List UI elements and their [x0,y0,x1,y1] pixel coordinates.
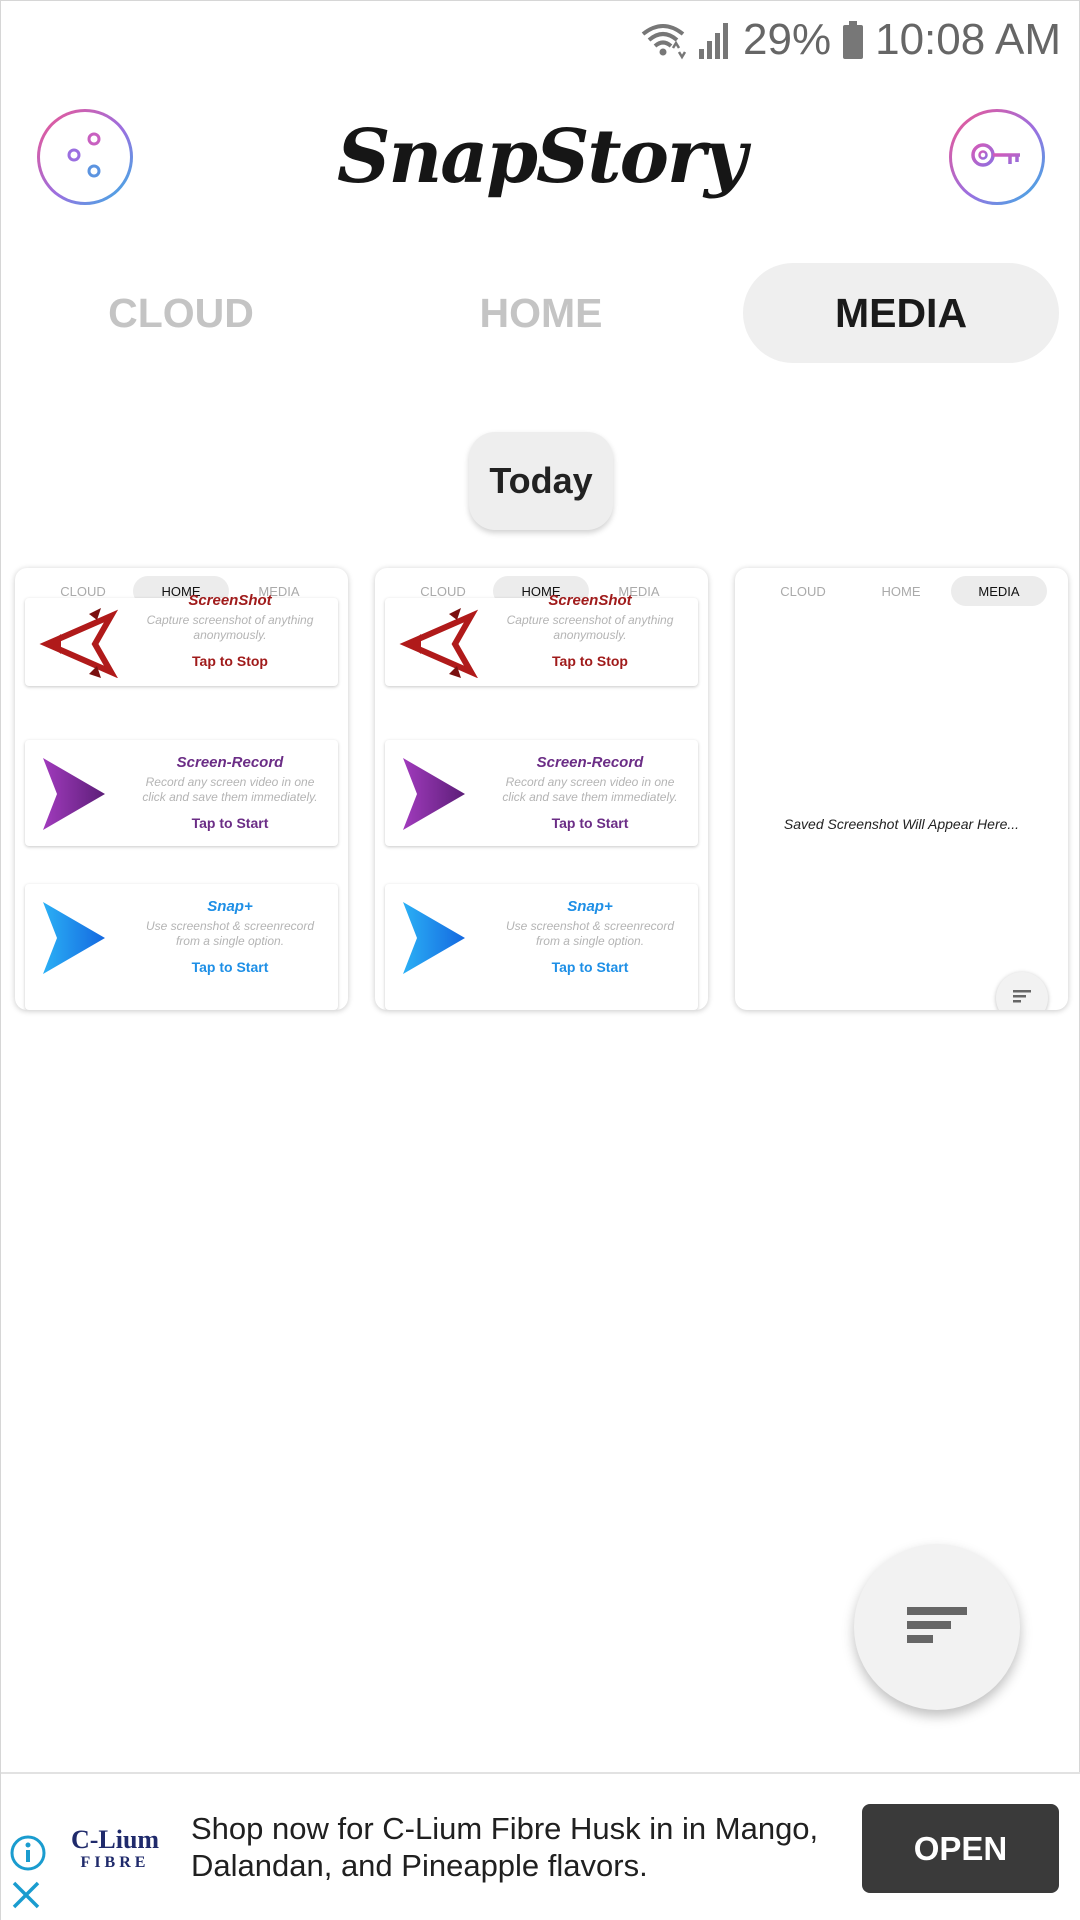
card-action: Tap to Start [551,815,629,831]
thumbnail-tab-cloud: CLOUD [60,583,106,599]
screenshot-card [25,592,338,686]
thumbnail-tab-media: MEDIA [258,583,300,599]
snap-plus-card [25,884,338,1010]
ad-text: Shop now for C-Lium Fibre Husk in in Mango, Dalandan, and Pineapple flavors. [191,1811,819,1883]
card-title: ScreenShot [548,592,632,609]
tab-cloud[interactable]: CLOUD [108,289,254,336]
screen-record-card [385,740,698,846]
card-action: Tap to Stop [552,653,628,669]
screenshot-card [385,592,698,686]
thumbnail-tab-home: HOME [493,576,589,606]
sort-fab-button[interactable] [854,1544,1020,1710]
snap-plus-card [385,884,698,1010]
play-arrow-icon [399,756,469,837]
sort-icon [905,1603,969,1652]
thumbnail-tabs [735,576,1068,606]
thumbnail-tab-cloud: CLOUD [780,583,826,599]
key-icon [970,137,1024,178]
card-description: Record any screen video in one click and save them immediately. [502,775,678,804]
card-description: Use screenshot & screenrecord from a single option. [145,919,315,948]
card-action: Tap to Start [191,815,269,831]
thumbnail-tab-cloud: CLOUD [420,583,466,599]
play-arrow-icon [399,900,469,981]
ad-banner[interactable] [1,1772,1080,1920]
signal-icon [697,21,733,59]
card-description: Use screenshot & screenrecord from a single option. [505,919,675,948]
card-title: Snap+ [207,898,253,915]
mini-sort-button [996,972,1048,1010]
screenshot-thumbnail[interactable] [15,568,348,1010]
close-icon[interactable] [11,1880,41,1915]
card-description: Record any screen video in one click and save them immediately. [142,775,318,804]
thumbnail-tab-media: MEDIA [618,583,660,599]
card-title: Screen-Record [176,754,284,771]
tab-media[interactable]: MEDIA [743,263,1059,363]
screen-record-card [25,740,338,846]
key-button[interactable] [949,109,1045,205]
play-arrow-icon [39,756,109,837]
thumbnail-tab-home: HOME [133,576,229,606]
wifi-icon [639,20,687,60]
ad-brand-sub: FIBRE [80,1854,150,1871]
star-icon [39,604,119,683]
star-icon [399,604,479,683]
clock: 10:08 AM [875,15,1061,64]
screenshot-thumbnail[interactable] [735,568,1068,1010]
settings-button[interactable] [37,109,133,205]
card-title: ScreenShot [188,592,272,609]
battery-icon [841,20,865,60]
ad-brand-name: C-Lium [70,1825,160,1854]
card-description: Capture screenshot of anything anonymously. [146,613,314,642]
card-action: Tap to Start [191,959,269,975]
date-group-chip: Today [469,432,613,530]
card-action: Tap to Start [551,959,629,975]
card-title: Screen-Record [536,754,644,771]
app-logo: SnapStory [337,114,745,200]
card-title: Snap+ [567,898,613,915]
info-icon[interactable] [9,1834,47,1877]
empty-state-text: Saved Screenshot Will Appear Here... [783,816,1020,832]
ad-brand-logo [63,1826,167,1880]
sort-icon [1011,988,1033,1009]
screenshot-thumbnail[interactable] [375,568,708,1010]
play-arrow-icon [39,900,109,981]
card-description: Capture screenshot of anything anonymously. [506,613,674,642]
battery-percent: 29% [743,15,832,64]
tab-home[interactable]: HOME [479,289,603,336]
sliders-icon [60,132,110,183]
thumbnail-tab-media: MEDIA [951,576,1047,606]
main-tabs [1,263,1080,363]
ad-open-button[interactable]: OPEN [862,1804,1059,1893]
card-action: Tap to Stop [192,653,268,669]
thumbnail-tab-home: HOME [881,583,921,599]
status-bar [1,1,1080,81]
